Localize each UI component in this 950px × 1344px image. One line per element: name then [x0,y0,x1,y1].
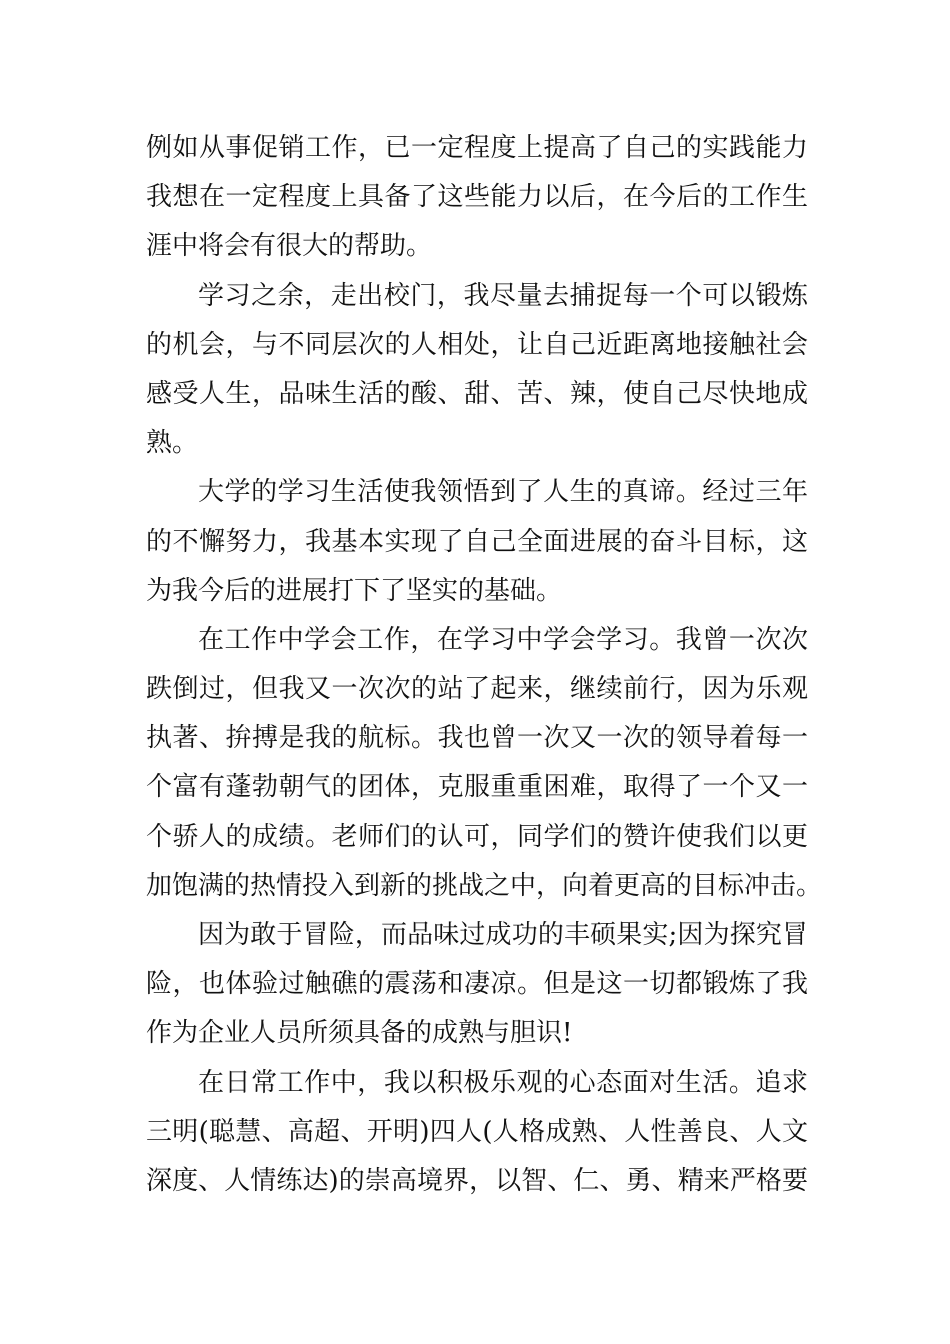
text-line: 例如从事促销工作，已一定程度上提高了自己的实践能力 [146,133,808,163]
text-line: 在日常工作中，我以积极乐观的心态面对生活。追求 [198,1067,808,1098]
text-line: 大学的学习生活使我领悟到了人生的真谛。经过三年 [198,477,808,508]
text-line: 熟。 [146,428,199,459]
text-line: 个骄人的成绩。老师们的认可，同学们的赞许使我们以更 [146,821,808,852]
text-line: 感受人生，品味生活的酸、甜、苦、辣，使自己尽快地成 [146,378,808,409]
text-line: 我想在一定程度上具备了这些能力以后，在今后的工作生 [146,182,808,213]
text-line: 加饱满的热情投入到新的挑战之中，向着更高的目标冲击。 [146,870,823,901]
text-line: 在工作中学会工作，在学习中学会学习。我曾一次次 [198,624,808,655]
text-line: 学习之余，走出校门，我尽量去捕捉每一个可以锻炼 [198,280,808,311]
text-line: 三明(聪慧、高超、开明)四人(人格成熟、人性善良、人文 [146,1116,808,1147]
text-line: 的不懈努力，我基本实现了自己全面进展的奋斗目标，这 [146,526,808,557]
text-line: 个富有蓬勃朝气的团体，克服重重困难，取得了一个又一 [146,772,808,803]
document-body [146,124,823,1206]
text-line: 作为企业人员所须具备的成熟与胆识! [146,1018,573,1049]
text-line: 深度、人情练达)的崇高境界，以智、仁、勇、精来严格要 [146,1165,808,1196]
text-line: 跌倒过，但我又一次次的站了起来，继续前行，因为乐观 [146,674,808,705]
text-line: 险，也体验过触礁的震荡和凄凉。但是这一切都锻炼了我 [146,969,808,1000]
text-line: 为我今后的进展打下了坚实的基础。 [146,575,563,606]
text-line: 涯中将会有很大的帮助。 [146,231,433,262]
text-line: 执著、拚搏是我的航标。我也曾一次又一次的领导着每一 [146,723,808,754]
text-line: 因为敢于冒险，而品味过成功的丰硕果实;因为探究冒 [198,920,808,950]
text-line: 的机会，与不同层次的人相处，让自己近距离地接触社会 [146,329,808,360]
